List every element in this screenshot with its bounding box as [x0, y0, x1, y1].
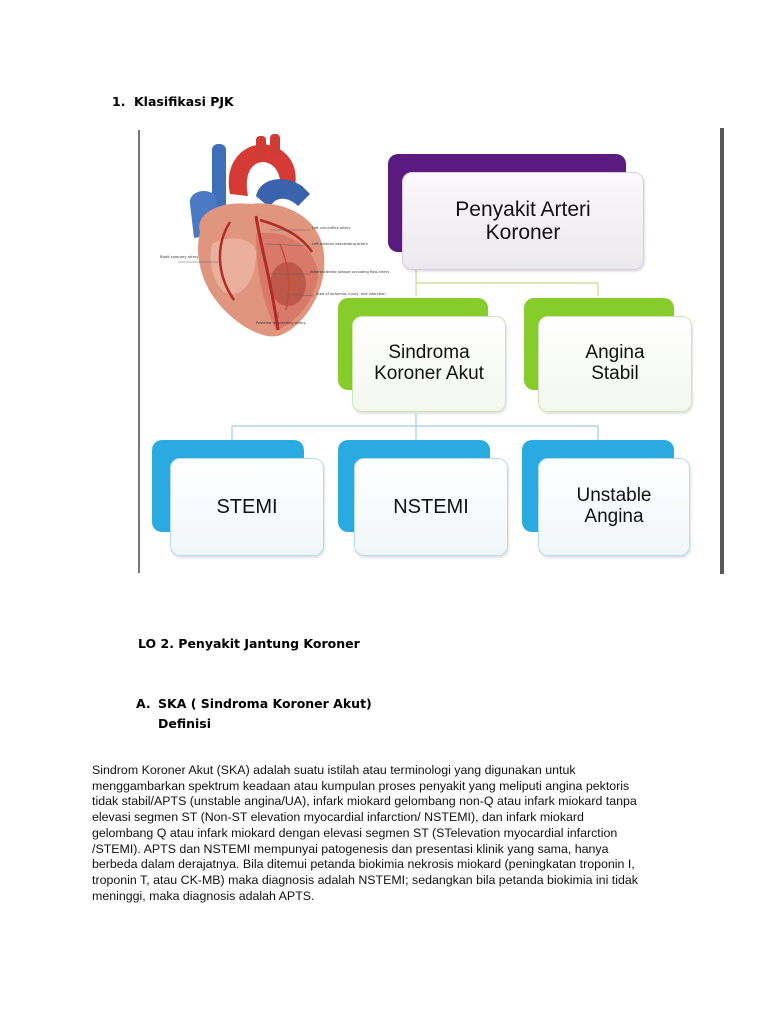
- section-number: A.: [136, 696, 151, 711]
- node-angina-stabil-label: Angina Stabil: [538, 316, 692, 412]
- heart-label: Left circumflex artery: [312, 226, 351, 230]
- section-number: 1.: [112, 94, 126, 109]
- node-stemi-label: STEMI: [170, 458, 324, 556]
- root-connector: [416, 269, 598, 296]
- section-heading-klasifikasi: [112, 94, 234, 109]
- heart-label: Left anterior descending artery: [312, 242, 369, 246]
- level2-connector: [232, 414, 598, 440]
- lo2-heading: LO 2. Penyakit Jantung Koroner: [138, 636, 360, 651]
- heart-label: Right coronary artery: [160, 255, 199, 259]
- definition-paragraph: Sindrom Koroner Akut (SKA) adalah suatu istilah atau terminologi yang digunakan untuk menggambarkan spektrum keadaan atau kumpulan proses penyakit yang meliputi angina pektoris tidak stabil/APTS (unstable angina/UA), infark miokard gelombang non-Q atau infark miokard tanpa elevasi segmen ST (Non-ST elevation myocardial infarction/ NSTEMI), dan infark miokard gelombang Q atau infark miokard dengan elevasi segmen ST (STelevation myocardial infarction /STEMI). APTS dan NSTEMI mempunyai patogenesis dan presentasi klinik yang sama, hanya berbeda dalam derajatnya. Bila ditemui petanda biokimia nekrosis miokard (peningkatan troponin I, troponin T, atau CK-MB) maka diagnosis adalah NSTEMI; sedangkan bila petanda biokimia ini tidak meninggi, maka diagnosis adalah APTS.: [92, 763, 638, 903]
- heart-label: Area of ischemia, injury, and infarction: [316, 292, 386, 296]
- node-sindroma-label: Sindroma Koroner Akut: [352, 316, 506, 412]
- section-heading-ska: [136, 696, 372, 711]
- node-root-label: Penyakit Arteri Koroner: [402, 172, 644, 270]
- node-unstable-angina-label: Unstable Angina: [538, 458, 690, 556]
- node-nstemi-label: NSTEMI: [354, 458, 508, 556]
- heart-label: Atherosclerotic plaque occluding flow artery: [310, 270, 390, 274]
- section-title: SKA ( Sindroma Koroner Akut): [158, 696, 372, 711]
- section-title: Klasifikasi PJK: [134, 94, 234, 109]
- heart-label: Posterior descending artery: [256, 321, 306, 325]
- definition-subheading: Definisi: [158, 716, 212, 731]
- classification-figure: [138, 128, 724, 574]
